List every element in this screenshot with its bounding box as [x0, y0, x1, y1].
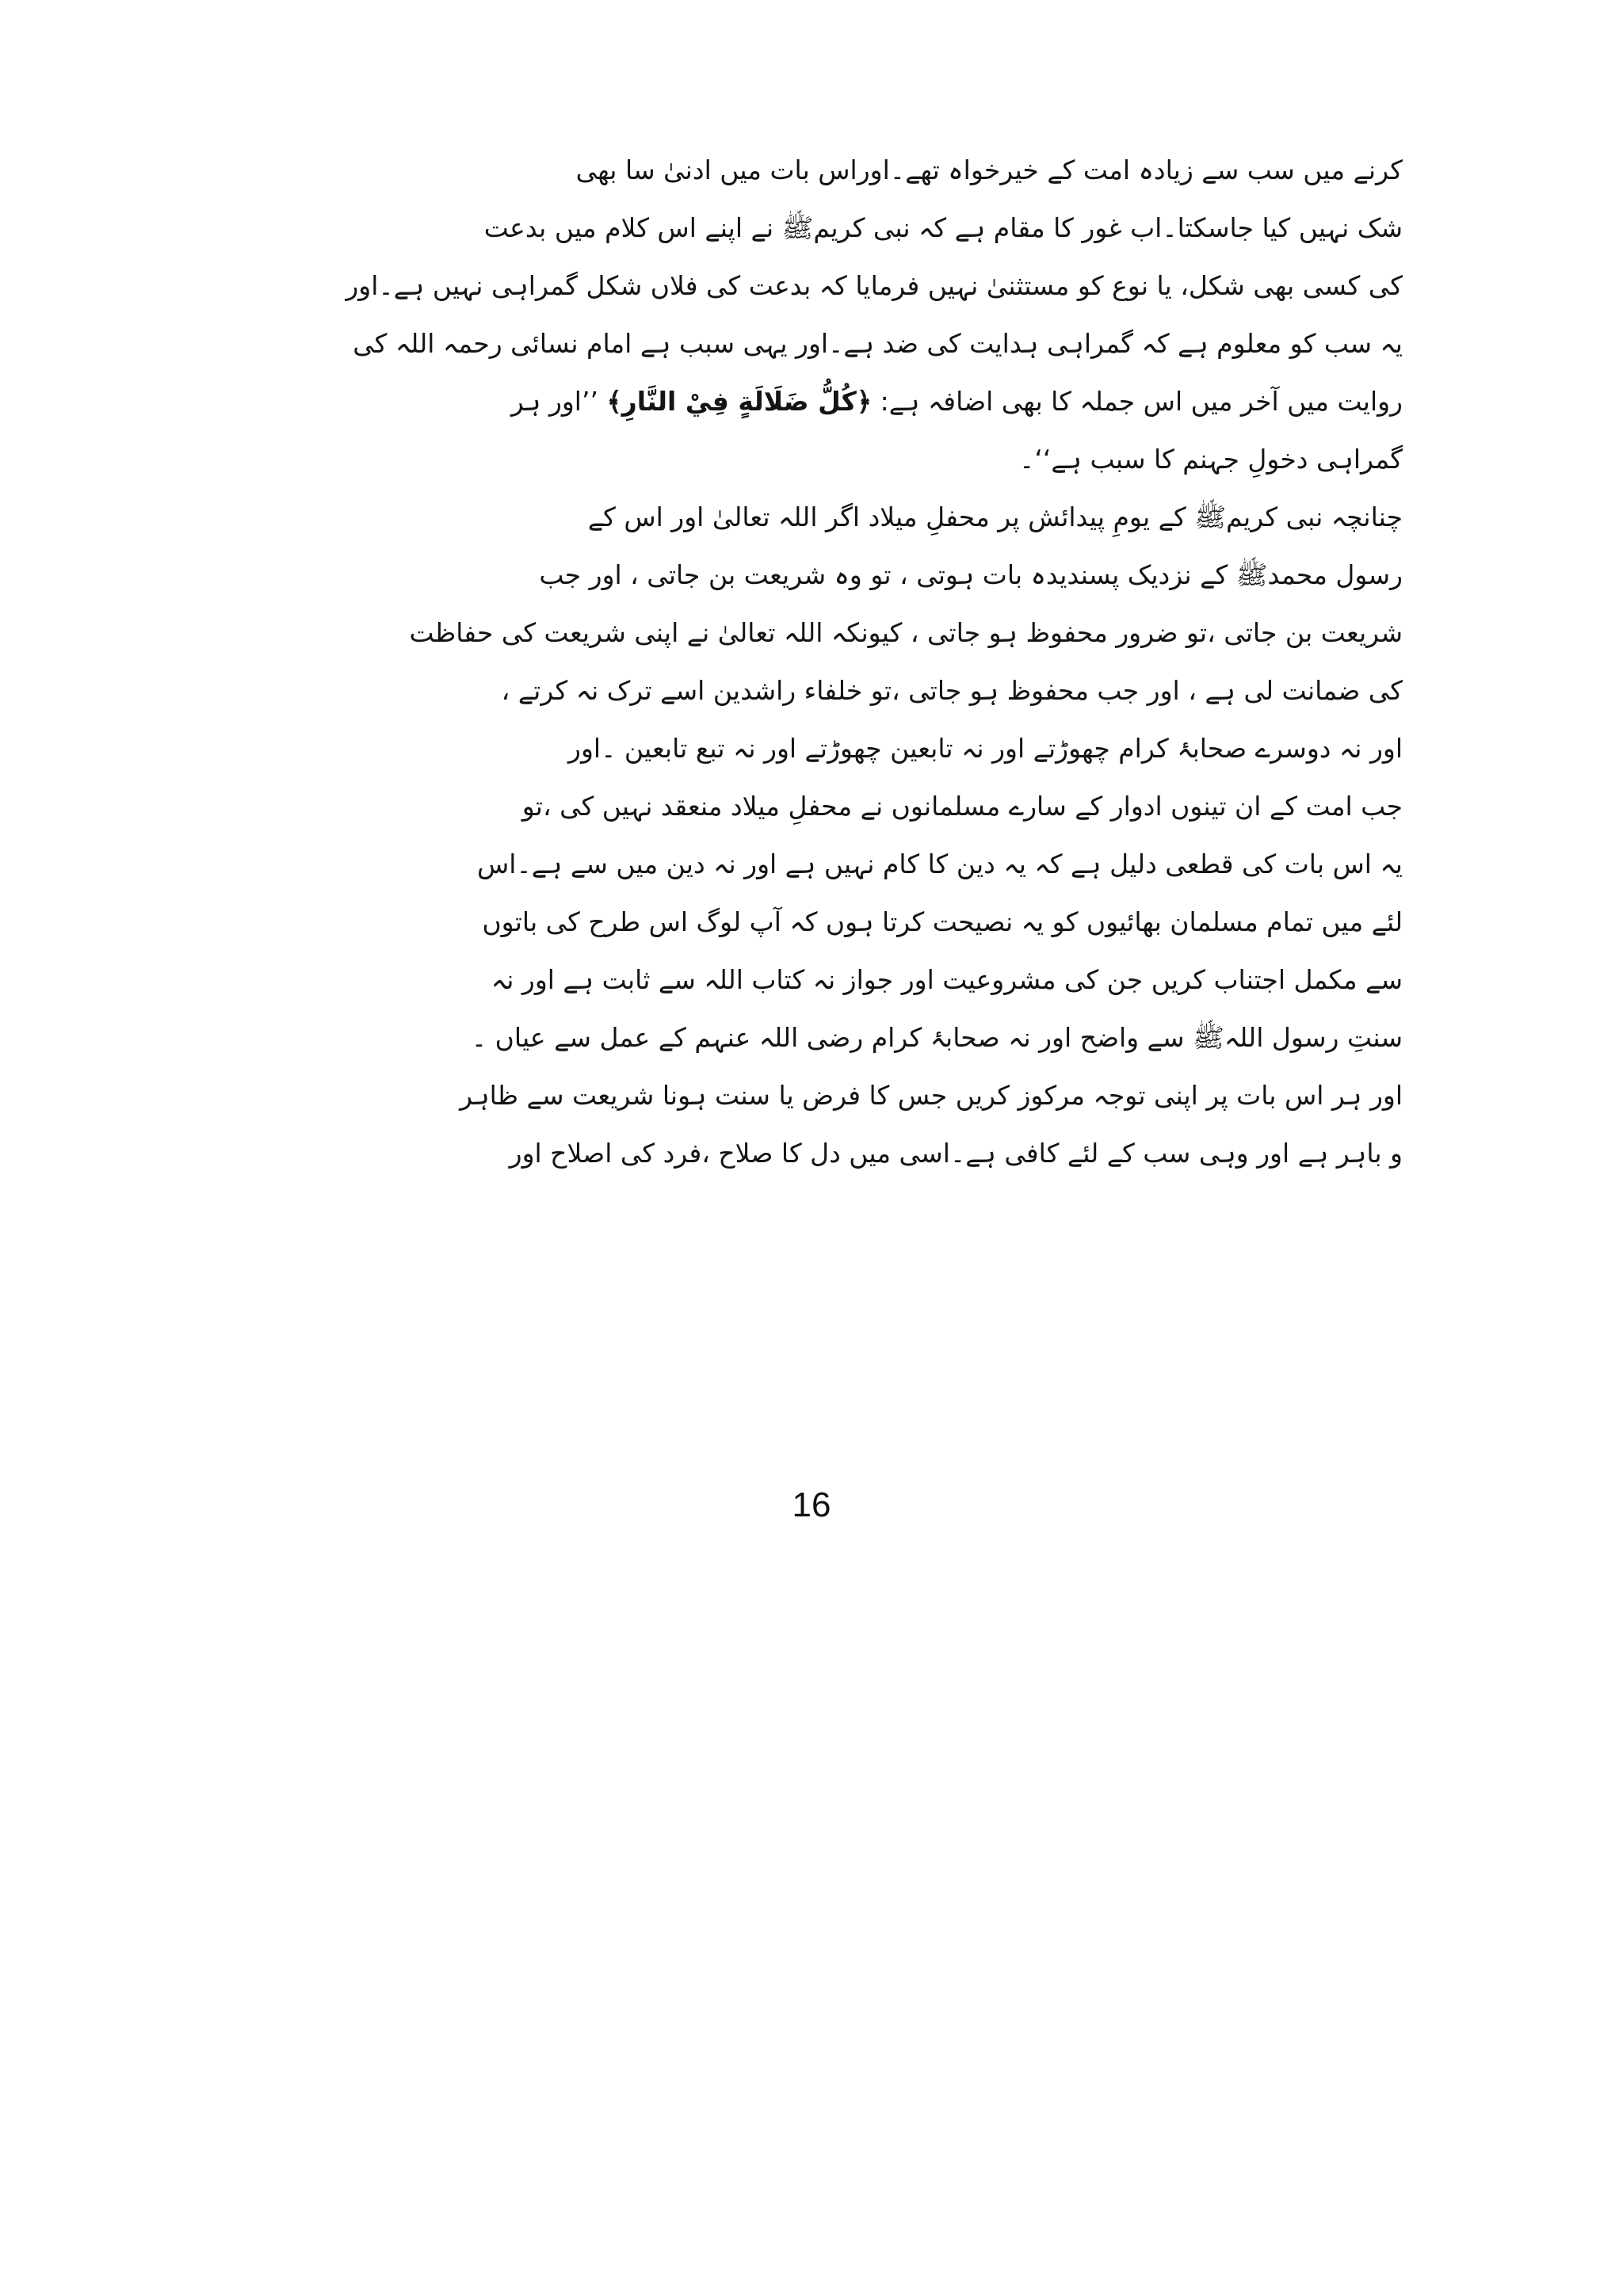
paragraph-1	[268, 141, 1403, 488]
text-line: یہ سب کو معلوم ہے کہ گمراہی ہدایت کی ضد ہے۔اور یہی سبب ہے امام نسائی رحمہ اللہ کی	[353, 328, 1403, 359]
text-line: لئے میں تمام مسلمان بھائیوں کو یہ نصیحت کرتا ہوں کہ آپ لوگ اس طرح کی باتوں	[482, 906, 1403, 937]
text-segment: روایت میں آخر میں اس جملہ کا بھی اضافہ ہے:	[880, 386, 1403, 417]
text-line: سنتِ رسول اللہﷺ سے واضح اور نہ صحابۂ کرام رضی اللہ عنہم کے عمل سے عیاں ۔	[471, 1022, 1403, 1053]
text-line: کی کسی بھی شکل، یا نوع کو مستثنیٰ نہیں فرمایا کہ بدعت کی فلاں شکل گمراہی نہیں ہے۔اور	[346, 270, 1403, 301]
text-line: چنانچہ نبی کریمﷺ کے یومِ پیدائش پر محفلِ میلاد اگر اللہ تعالیٰ اور اس کے	[587, 502, 1403, 532]
text-line: و باہر ہے اور وہی سب کے لئے کافی ہے۔اسی میں دل کا صلاح ،فرد کی اصلاح اور	[509, 1138, 1403, 1169]
text-line: شک نہیں کیا جاسکتا۔اب غور کا مقام ہے کہ نبی کریمﷺ نے اپنے اس کلام میں بدعت	[483, 212, 1403, 243]
text-line: کرنے میں سب سے زیادہ امت کے خیرخواہ تھے۔اوراس بات میں ادنیٰ سا بھی	[575, 154, 1403, 185]
text-line: سے مکمل اجتناب کریں جن کی مشروعیت اور جواز نہ کتاب اللہ سے ثابت ہے اور نہ	[491, 964, 1403, 995]
text-line: جب امت کے ان تینوں ادوار کے سارے مسلمانوں نے محفلِ میلاد منعقد نہیں کی ،تو	[521, 791, 1403, 822]
page-number: 16	[792, 1486, 831, 1524]
text-line: اور نہ دوسرے صحابۂ کرام چھوڑتے اور نہ تابعین چھوڑتے اور نہ تبع تابعین ۔اور	[568, 733, 1403, 764]
text-line: گمراہی دخولِ جہنم کا سبب ہے‘‘۔	[1019, 444, 1403, 475]
text-line: رسول محمدﷺ کے نزدیک پسندیدہ بات ہوتی ، تو وہ شریعت بن جاتی ، اور جب	[539, 559, 1403, 590]
paragraph-2	[268, 488, 1403, 1182]
text-line: شریعت بن جاتی ،تو ضرور محفوظ ہو جاتی ، کیونکہ اللہ تعالیٰ نے اپنی شریعت کی حفاظت	[409, 617, 1403, 648]
text-segment: ’’اور ہر	[510, 386, 598, 417]
body-text	[268, 141, 1403, 1182]
arabic-quote: ﴿كُلُّ ضَلَالَةٍ فِيْ النَّارِ﴾	[606, 386, 873, 417]
text-line: اور ہر اس بات پر اپنی توجہ مرکوز کریں جس کا فرض یا سنت ہونا شریعت سے ظاہر	[460, 1080, 1403, 1111]
text-line: کی ضمانت لی ہے ، اور جب محفوظ ہو جاتی ،تو خلفاء راشدین اسے ترک نہ کرتے ،	[501, 675, 1403, 706]
text-line: یہ اس بات کی قطعی دلیل ہے کہ یہ دین کا کام نہیں ہے اور نہ دین میں سے ہے۔اس	[476, 849, 1403, 879]
text-line	[268, 372, 1403, 430]
